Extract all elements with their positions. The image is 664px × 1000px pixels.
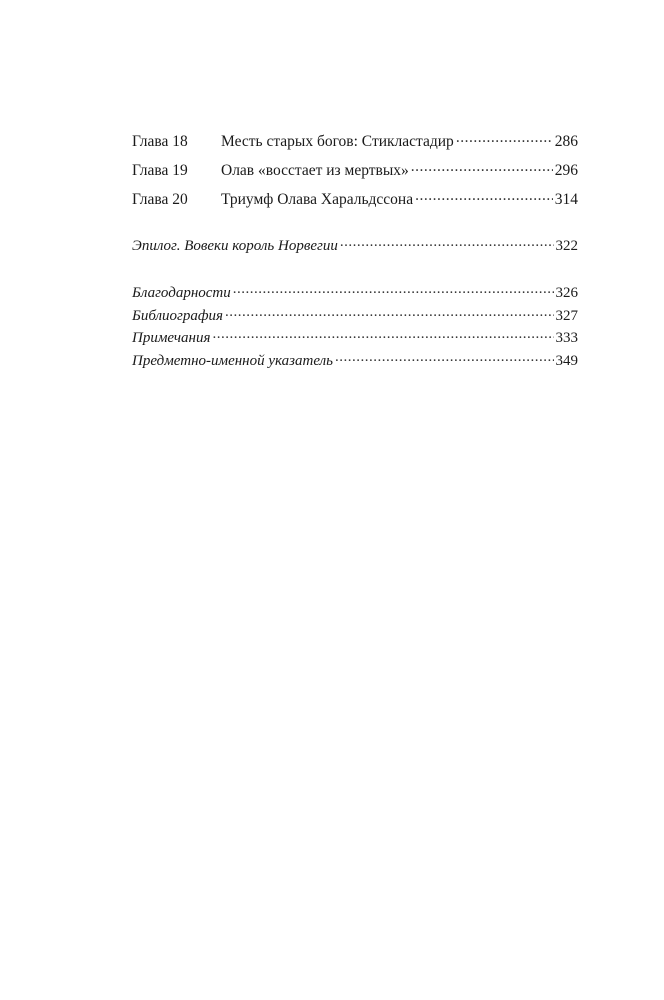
page-number: 296 — [554, 161, 578, 179]
toc-entry-epilogue[interactable] — [132, 229, 578, 258]
toc-entry-chapter-18[interactable] — [132, 124, 578, 153]
page-number: 327 — [555, 307, 578, 324]
chapter-title: Триумф Олава Харальдссона — [221, 190, 414, 208]
chapter-label: Глава 20 — [132, 190, 188, 208]
back-matter-title: Благодарности — [132, 285, 231, 301]
toc-entry-acknowledgements[interactable] — [132, 276, 578, 299]
toc-entry-notes[interactable] — [132, 321, 578, 344]
chapter-label: Глава 19 — [132, 161, 188, 179]
dot-leader — [233, 282, 554, 297]
epilogue-title: Эпилог. Вовеки король Норвегии — [132, 238, 338, 254]
toc-entry-chapter-20[interactable] — [132, 182, 578, 211]
chapter-title: Месть старых богов: Стикластадир — [221, 132, 454, 150]
chapter-label: Глава 18 — [132, 132, 188, 150]
page-number: 314 — [554, 190, 578, 208]
chapter-title: Олав «восстает из мертвых» — [221, 161, 409, 179]
dot-leader — [340, 235, 554, 250]
back-matter-list — [132, 276, 578, 369]
back-matter-title: Библиография — [132, 307, 224, 324]
page-number: 333 — [555, 330, 578, 346]
page-number: 286 — [554, 132, 578, 150]
table-of-contents — [132, 124, 578, 369]
epilogue-section — [132, 229, 578, 258]
toc-entry-index[interactable] — [132, 344, 578, 367]
back-matter-title: Примечания — [132, 330, 211, 346]
back-matter-title: Предметно-именной указатель — [132, 352, 334, 369]
dot-leader — [456, 130, 553, 146]
toc-entry-chapter-19[interactable] — [132, 153, 578, 182]
dot-leader — [225, 305, 553, 320]
page-number: 322 — [555, 238, 578, 254]
toc-entry-bibliography[interactable] — [132, 299, 578, 322]
page-number: 349 — [555, 352, 578, 369]
page-number: 326 — [555, 285, 578, 301]
dot-leader — [411, 159, 553, 175]
dot-leader — [212, 327, 553, 342]
chapters-list — [132, 124, 578, 211]
dot-leader — [335, 350, 553, 365]
dot-leader — [415, 188, 553, 204]
